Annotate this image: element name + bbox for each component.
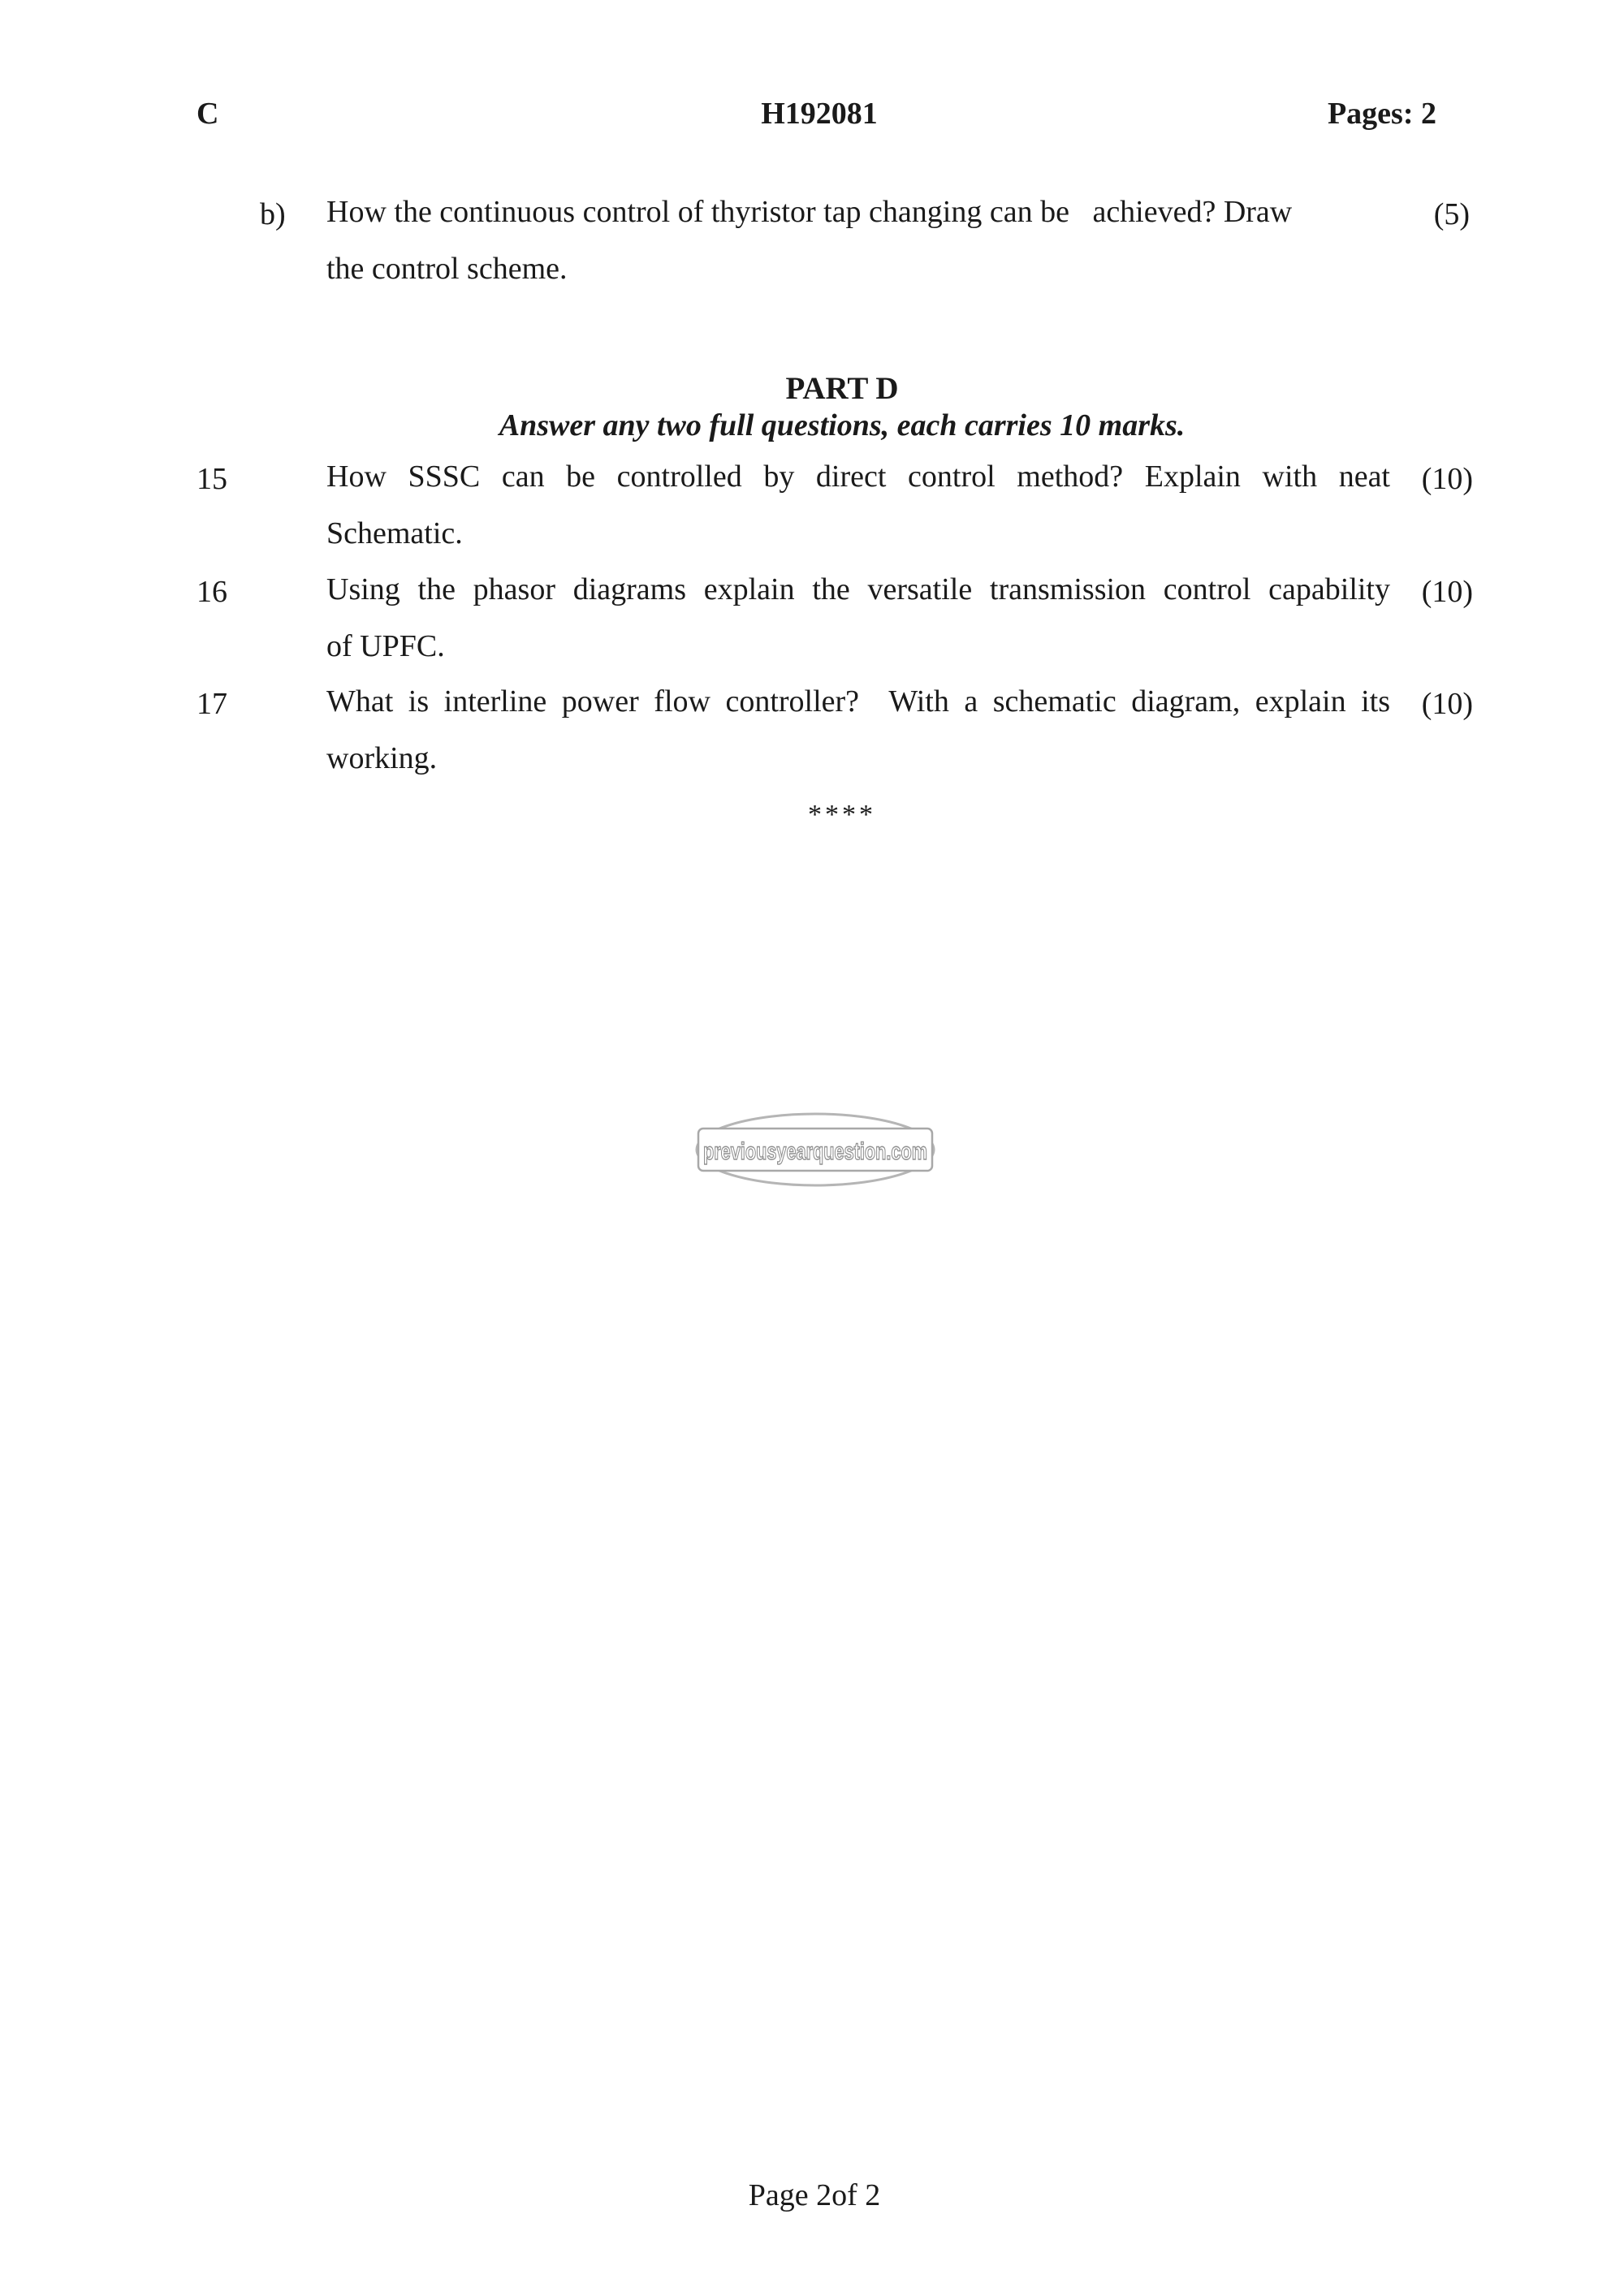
exam-code: H192081 <box>761 97 878 131</box>
watermark-logo <box>693 1111 937 1189</box>
question-marks: (5) <box>1433 197 1470 231</box>
question-marks: (10) <box>1421 462 1473 496</box>
question-subpart-label: b) <box>260 197 286 231</box>
question-marks: (10) <box>1421 687 1473 721</box>
question-number: 15 <box>197 462 227 496</box>
question-number: 16 <box>197 575 227 609</box>
question-text: Using the phasor diagrams explain the versatile transmission control capability of UPFC. <box>326 572 1390 663</box>
part-d-instruction: Answer any two full questions, each carries 10 marks. <box>499 408 1186 442</box>
question-marks: (10) <box>1421 575 1473 609</box>
question-text: What is interline power flow controller? With a schematic diagram, explain its working. <box>326 684 1390 775</box>
question-text: How SSSC can be controlled by direct control method? Explain with neat Schematic. <box>326 460 1390 550</box>
page-footer: Page 2of 2 <box>748 2178 881 2212</box>
watermark-text: previousyearquestion.com <box>703 1138 927 1165</box>
question-number: 17 <box>197 687 227 721</box>
exam-set-label: C <box>197 97 219 131</box>
part-d-title: PART D <box>785 371 899 406</box>
question-text: How the continuous control of thyristor tap changing can be achieved? Draw the control scheme. <box>326 195 1293 286</box>
page-count: Pages: 2 <box>1327 97 1436 131</box>
end-marker: **** <box>808 800 876 830</box>
